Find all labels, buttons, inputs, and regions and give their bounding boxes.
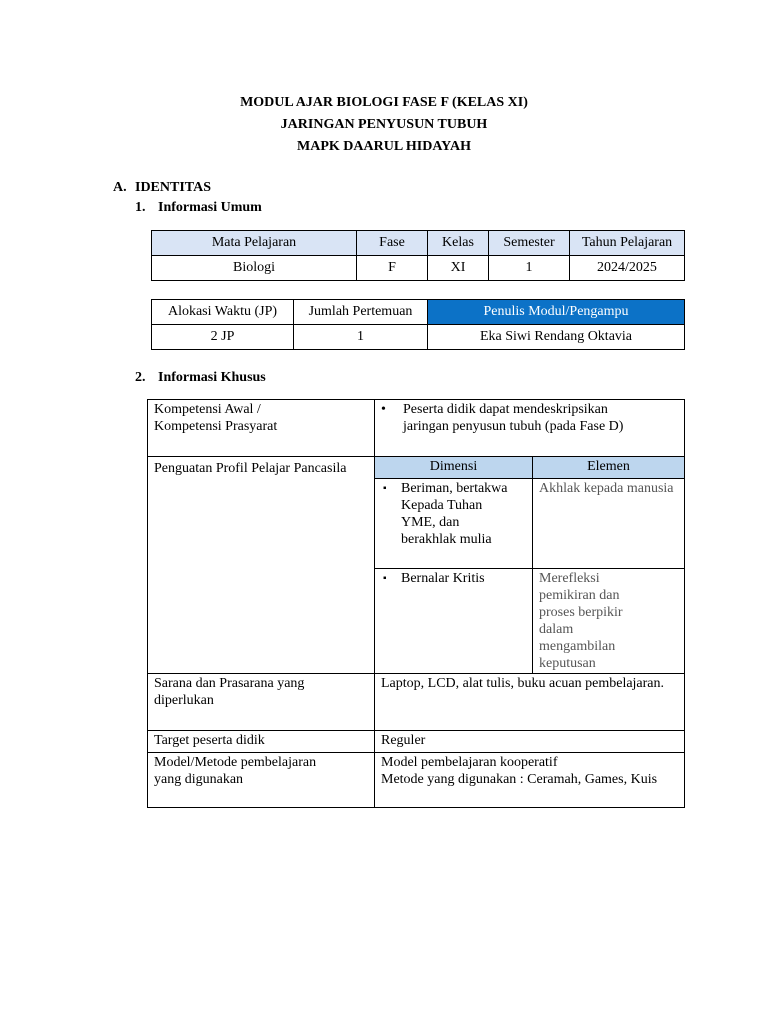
subsection-label: Informasi Umum — [158, 200, 262, 215]
kompetensi-label — [148, 400, 375, 457]
target-label: Target peserta didik — [148, 731, 375, 753]
header-mata-pelajaran: Mata Pelajaran — [152, 231, 357, 256]
kompetensi-value — [375, 400, 685, 457]
cell-fase: F — [357, 256, 428, 281]
table-row — [152, 325, 685, 350]
profil-label: Penguatan Profil Pelajar Pancasila — [148, 457, 375, 674]
alokasi-table — [151, 299, 685, 350]
sarana-value: Laptop, LCD, alat tulis, buku acuan pembelajaran. — [375, 674, 685, 731]
sarana-label: Sarana dan Prasarana yang diperlukan — [148, 674, 375, 731]
subsection-number: 1. — [135, 200, 146, 215]
profil-header-row — [148, 457, 685, 479]
bullet-marker: ▪ — [383, 483, 387, 494]
kompetensi-text: Peserta didik dapat mendeskripsikan jaringan penyusun tubuh (pada Fase D) — [403, 402, 624, 434]
dimensi-header: Dimensi — [375, 457, 533, 479]
model-value-line-2: Metode yang digunakan : Ceramah, Games, Kuis — [381, 772, 658, 787]
cell-mata-pelajaran: Biologi — [152, 256, 357, 281]
model-value — [375, 753, 685, 808]
cell-kelas: XI — [428, 256, 489, 281]
header-jumlah-pertemuan: Jumlah Pertemuan — [294, 300, 428, 325]
elemen-cell: Merefleksi pemikiran dan proses berpikir dalam mengambilan keputusan — [533, 569, 685, 674]
cell-penulis-modul: Eka Siwi Rendang Oktavia — [428, 325, 685, 350]
informasi-umum-heading — [135, 200, 262, 216]
elemen-cell: Akhlak kepada manusia — [533, 479, 685, 569]
header-fase: Fase — [357, 231, 428, 256]
cell-tahun-pelajaran: 2024/2025 — [570, 256, 685, 281]
dimensi-text: Bernalar Kritis — [401, 571, 485, 586]
cell-jumlah-pertemuan: 1 — [294, 325, 428, 350]
bullet-marker: • — [381, 402, 386, 417]
subsection-label: Informasi Khusus — [158, 370, 266, 385]
header-penulis-modul: Penulis Modul/Pengampu — [428, 300, 685, 325]
model-value-line-1: Model pembelajaran kooperatif — [381, 755, 558, 770]
section-identitas-heading — [113, 180, 211, 196]
table-header-row — [152, 231, 685, 256]
dimensi-cell — [375, 569, 533, 674]
header-alokasi-waktu: Alokasi Waktu (JP) — [152, 300, 294, 325]
table-row — [152, 256, 685, 281]
sarana-row — [148, 674, 685, 731]
target-row — [148, 731, 685, 753]
model-row — [148, 753, 685, 808]
informasi-khusus-heading — [135, 370, 266, 386]
informasi-umum-table — [151, 230, 685, 281]
title-line-3: MAPK DAARUL HIDAYAH — [297, 139, 471, 154]
header-semester: Semester — [489, 231, 570, 256]
document-title — [0, 92, 768, 158]
table-header-row — [152, 300, 685, 325]
bullet-marker: ▪ — [383, 573, 387, 584]
section-label: IDENTITAS — [135, 180, 211, 195]
subsection-number: 2. — [135, 370, 146, 385]
kompetensi-label-line-2: Kompetensi Prasyarat — [154, 419, 278, 434]
dimensi-text: Beriman, bertakwa Kepada Tuhan YME, dan berakhlak mulia — [401, 481, 508, 547]
title-line-2: JARINGAN PENYUSUN TUBUH — [280, 117, 488, 132]
kompetensi-row — [148, 400, 685, 457]
informasi-khusus-table — [147, 399, 685, 808]
title-line-1: MODUL AJAR BIOLOGI FASE F (KELAS XI) — [240, 95, 528, 110]
elemen-header: Elemen — [533, 457, 685, 479]
dimensi-cell — [375, 479, 533, 569]
kompetensi-label-line-1: Kompetensi Awal / — [154, 402, 261, 417]
header-kelas: Kelas — [428, 231, 489, 256]
header-tahun-pelajaran: Tahun Pelajaran — [570, 231, 685, 256]
section-number: A. — [113, 180, 127, 195]
cell-semester: 1 — [489, 256, 570, 281]
target-value: Reguler — [375, 731, 685, 753]
model-label: Model/Metode pembelajaran yang digunakan — [148, 753, 375, 808]
cell-alokasi-waktu: 2 JP — [152, 325, 294, 350]
